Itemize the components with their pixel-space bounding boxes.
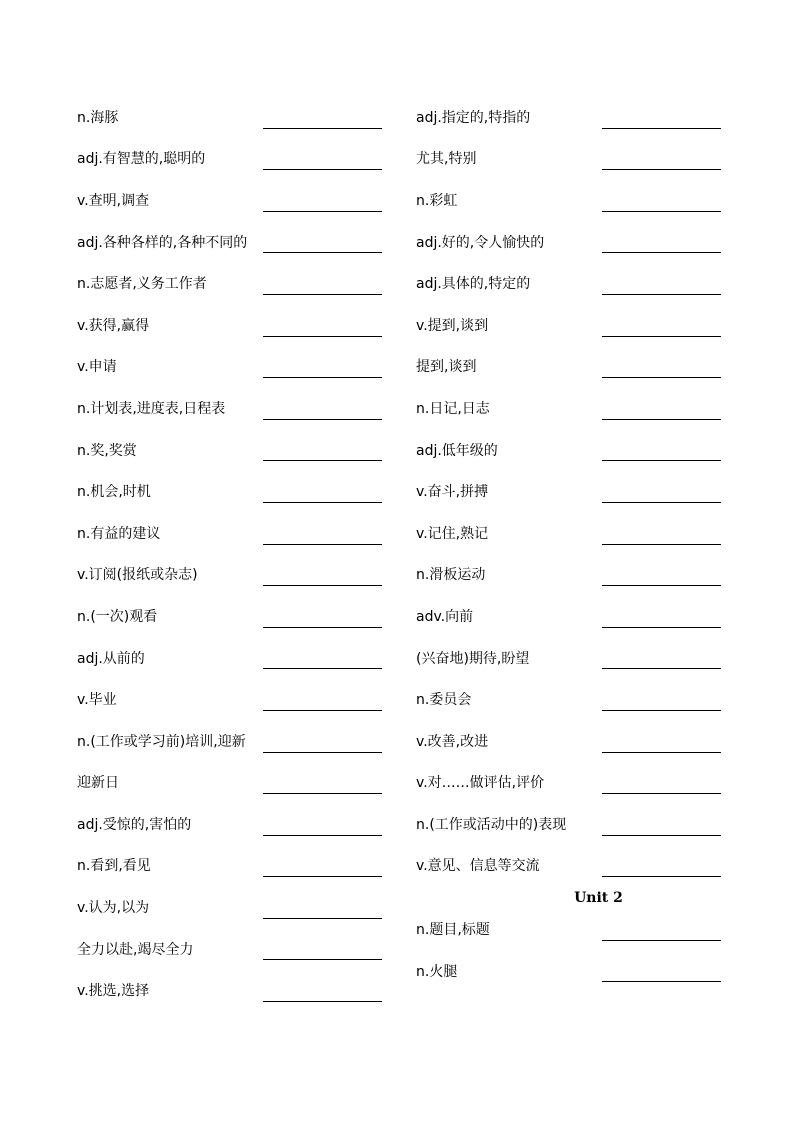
vocab-definition: n.奖,奖赏 (77, 442, 137, 459)
answer-blank-line[interactable] (263, 585, 382, 586)
vocab-row (77, 305, 382, 347)
vocab-row (416, 679, 721, 721)
vocab-definition: v.获得,赢得 (77, 317, 150, 334)
vocab-definition: n.机会,时机 (77, 484, 151, 501)
vocab-row (416, 804, 721, 846)
vocab-definition: n.计划表,进度表,日程表 (77, 400, 226, 417)
vocab-row (416, 305, 721, 347)
unit-heading-row (416, 887, 721, 909)
answer-blank-line[interactable] (263, 128, 382, 129)
vocab-row (77, 471, 382, 513)
vocab-definition: adv.向前 (416, 608, 474, 625)
vocab-definition: 尤其,特别 (416, 151, 477, 168)
vocab-definition: v.记住,熟记 (416, 525, 489, 542)
answer-blank-line[interactable] (602, 981, 721, 982)
vocab-row (416, 909, 721, 951)
answer-blank-line[interactable] (263, 377, 382, 378)
vocab-definition: n.志愿者,义务工作者 (77, 276, 207, 293)
vocab-definition: 全力以赴,竭尽全力 (77, 941, 194, 958)
answer-blank-line[interactable] (602, 502, 721, 503)
vocab-row (416, 763, 721, 805)
vocab-row (416, 638, 721, 680)
answer-blank-line[interactable] (263, 668, 382, 669)
answer-blank-line[interactable] (263, 627, 382, 628)
vocab-definition: n.火腿 (416, 963, 458, 980)
vocab-row (416, 846, 721, 888)
vocab-row (77, 97, 382, 139)
answer-blank-line[interactable] (263, 793, 382, 794)
vocab-definition: v.认为,以为 (77, 900, 150, 917)
vocab-definition: 提到,谈到 (416, 359, 477, 376)
vocab-definition: adj.低年级的 (416, 442, 498, 459)
vocab-definition: (兴奋地)期待,盼望 (416, 650, 530, 667)
vocab-row (416, 513, 721, 555)
vocab-row (416, 347, 721, 389)
vocab-row (77, 430, 382, 472)
vocab-definition: n.滑板运动 (416, 567, 486, 584)
answer-blank-line[interactable] (602, 252, 721, 253)
vocab-row (416, 388, 721, 430)
vocab-row (416, 721, 721, 763)
vocab-row (416, 471, 721, 513)
answer-blank-line[interactable] (602, 876, 721, 877)
vocab-definition: adj.从前的 (77, 650, 145, 667)
vocab-definition: n.彩虹 (416, 192, 458, 209)
vocab-definition: n.(一次)观看 (77, 608, 158, 625)
vocab-definition: n.日记,日志 (416, 400, 490, 417)
vocab-row (77, 388, 382, 430)
answer-blank-line[interactable] (263, 710, 382, 711)
answer-blank-line[interactable] (263, 419, 382, 420)
vocab-row (416, 430, 721, 472)
vocab-definition: v.意见、信息等交流 (416, 858, 540, 875)
vocab-row (77, 596, 382, 638)
vocab-definition: n.(工作或学习前)培训,迎新 (77, 733, 246, 750)
vocab-definition: v.挑选,选择 (77, 983, 150, 1000)
answer-blank-line[interactable] (263, 502, 382, 503)
answer-blank-line[interactable] (602, 710, 721, 711)
vocab-row (416, 596, 721, 638)
vocab-definition: v.奋斗,拼搏 (416, 484, 489, 501)
answer-blank-line[interactable] (602, 419, 721, 420)
answer-blank-line[interactable] (263, 294, 382, 295)
vocab-definition: n.委员会 (416, 692, 472, 709)
vocab-row (77, 180, 382, 222)
answer-blank-line[interactable] (263, 1001, 382, 1002)
vocab-definition: adj.有智慧的,聪明的 (77, 151, 206, 168)
vocab-definition: v.申请 (77, 359, 117, 376)
vocab-row (416, 180, 721, 222)
answer-blank-line[interactable] (602, 835, 721, 836)
vocab-definition: n.有益的建议 (77, 525, 161, 542)
vocab-row (416, 263, 721, 305)
vocab-row (77, 347, 382, 389)
vocab-row (77, 555, 382, 597)
vocab-row (77, 970, 382, 1012)
answer-blank-line[interactable] (602, 793, 721, 794)
vocab-row (77, 846, 382, 888)
right-vocab-column (416, 97, 721, 992)
vocab-definition: v.毕业 (77, 692, 117, 709)
vocab-definition: v.对……做评估,评价 (416, 775, 545, 792)
vocab-definition: adj.具体的,特定的 (416, 276, 531, 293)
vocab-definition: adj.各种各样的,各种不同的 (77, 234, 248, 251)
answer-blank-line[interactable] (602, 294, 721, 295)
vocab-row (77, 263, 382, 305)
answer-blank-line[interactable] (602, 128, 721, 129)
vocab-row (77, 139, 382, 181)
vocab-definition: adj.好的,令人愉快的 (416, 234, 545, 251)
answer-blank-line[interactable] (602, 585, 721, 586)
vocab-row (416, 222, 721, 264)
vocab-row (77, 763, 382, 805)
vocab-definition: 迎新日 (77, 775, 119, 792)
answer-blank-line[interactable] (263, 252, 382, 253)
answer-blank-line[interactable] (602, 627, 721, 628)
answer-blank-line[interactable] (263, 544, 382, 545)
vocab-definition: n.题目,标题 (416, 922, 490, 939)
vocab-row (416, 97, 721, 139)
answer-blank-line[interactable] (602, 940, 721, 941)
answer-blank-line[interactable] (263, 918, 382, 919)
answer-blank-line[interactable] (263, 460, 382, 461)
vocab-definition: v.提到,谈到 (416, 317, 489, 334)
answer-blank-line[interactable] (263, 336, 382, 337)
vocab-row (416, 555, 721, 597)
answer-blank-line[interactable] (602, 336, 721, 337)
vocab-row (77, 638, 382, 680)
vocab-definition: v.查明,调查 (77, 192, 150, 209)
vocab-row (77, 513, 382, 555)
vocab-row (77, 222, 382, 264)
answer-blank-line[interactable] (602, 668, 721, 669)
vocab-row (77, 887, 382, 929)
answer-blank-line[interactable] (263, 876, 382, 877)
vocab-definition: n.海豚 (77, 109, 119, 126)
vocab-row (77, 929, 382, 971)
vocab-definition: n.看到,看见 (77, 858, 151, 875)
answer-blank-line[interactable] (263, 211, 382, 212)
answer-blank-line[interactable] (263, 959, 382, 960)
vocab-definition: v.改善,改进 (416, 733, 489, 750)
answer-blank-line[interactable] (263, 169, 382, 170)
vocab-row (416, 951, 721, 993)
vocab-row (77, 679, 382, 721)
vocab-row (77, 804, 382, 846)
answer-blank-line[interactable] (263, 835, 382, 836)
vocab-definition: adj.指定的,特指的 (416, 109, 531, 126)
answer-blank-line[interactable] (263, 752, 382, 753)
vocab-row (416, 139, 721, 181)
answer-blank-line[interactable] (602, 169, 721, 170)
left-vocab-column (77, 97, 382, 1012)
answer-blank-line[interactable] (602, 544, 721, 545)
answer-blank-line[interactable] (602, 211, 721, 212)
answer-blank-line[interactable] (602, 752, 721, 753)
vocab-definition: adj.受惊的,害怕的 (77, 816, 192, 833)
vocab-definition: n.(工作或活动中的)表现 (416, 816, 567, 833)
unit-heading: Unit 2 (574, 890, 623, 907)
vocab-definition: v.订阅(报纸或杂志) (77, 567, 198, 584)
answer-blank-line[interactable] (602, 460, 721, 461)
vocab-row (77, 721, 382, 763)
answer-blank-line[interactable] (602, 377, 721, 378)
